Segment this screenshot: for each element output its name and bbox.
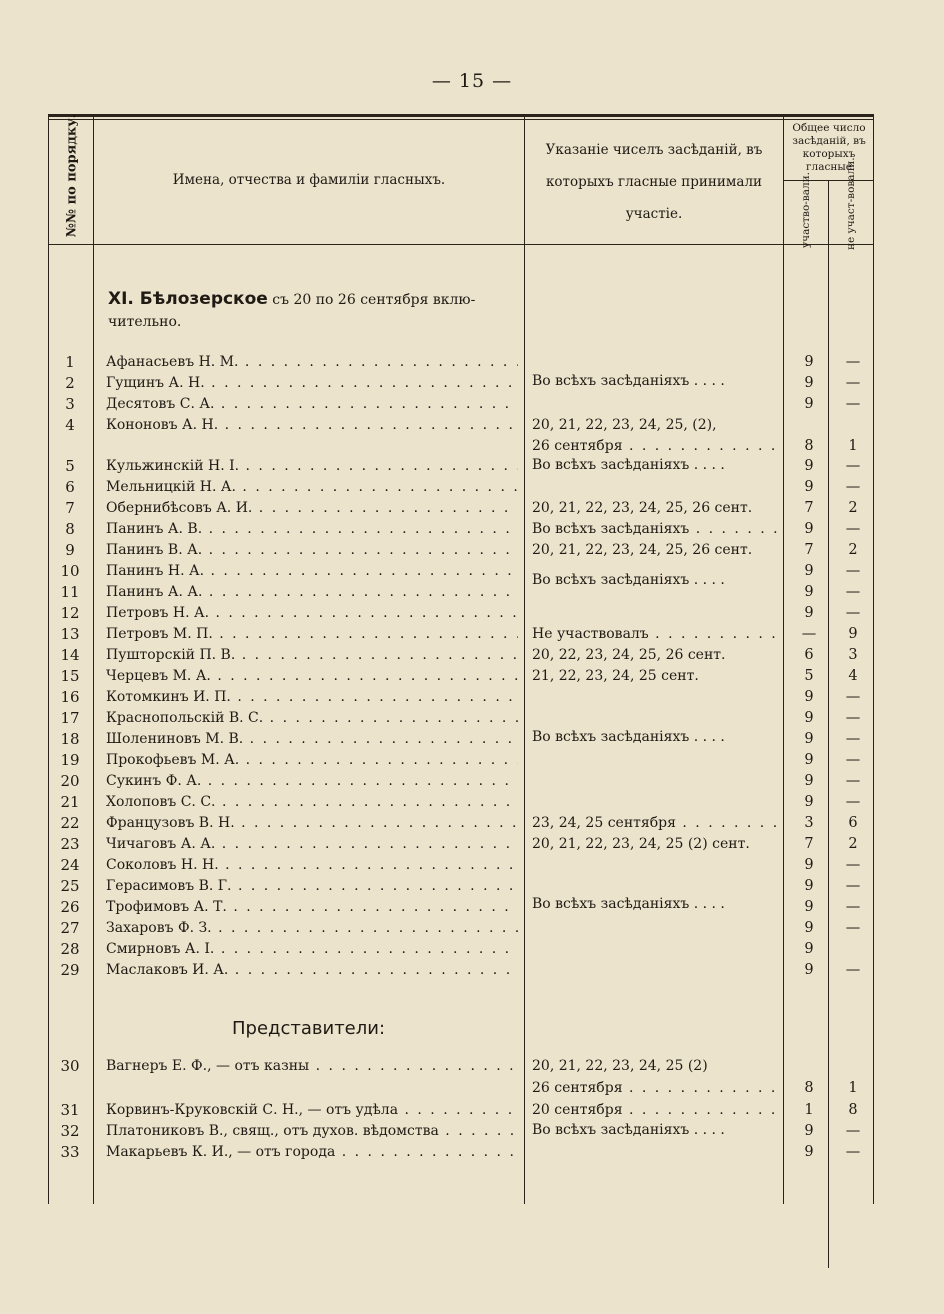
row-name: Французовъ В. Н. . . .	[106, 813, 518, 834]
row-present: 1	[804, 1102, 814, 1118]
row-number: 7	[65, 499, 75, 517]
row-name: Маслаковъ И. А. . . .	[106, 960, 518, 981]
row-absent: 4	[848, 668, 858, 684]
row-number: 4	[65, 416, 75, 434]
row-present: 9	[804, 458, 814, 474]
header-column-dates-1: Указаніе чиселъ засѣданій, въ	[545, 142, 763, 158]
row-name: Петровъ М. П. . . .	[106, 624, 518, 645]
row-absent: —	[845, 521, 861, 537]
row-absent: —	[845, 899, 861, 915]
row-name: Кононовъ А. Н. . . .	[106, 415, 518, 436]
row-dates: Не участвовалъ . . .	[532, 624, 780, 645]
brace-line	[524, 858, 525, 978]
row-absent: —	[845, 1123, 861, 1139]
row-name: Кульжинскій Н. I. . . .	[106, 456, 518, 477]
brace-line	[524, 564, 525, 621]
table-row	[0, 582, 944, 603]
brace-label: Во всѣхъ засѣданіяхъ . . . .	[532, 1122, 725, 1138]
brace-label: Во всѣхъ засѣданіяхъ . . . .	[532, 896, 725, 912]
row-absent: —	[845, 1144, 861, 1160]
subheader-rule	[783, 180, 873, 181]
row-present: 8	[804, 1080, 814, 1096]
table-row	[0, 855, 944, 876]
row-name: Сукинъ Ф. А. . . .	[106, 771, 518, 792]
row-present: —	[801, 626, 817, 642]
row-present: 7	[804, 836, 814, 852]
row-absent: —	[845, 794, 861, 810]
table-row	[0, 1100, 944, 1121]
table-row	[0, 750, 944, 771]
row-present: 9	[804, 752, 814, 768]
top-rule	[48, 114, 874, 117]
row-number: 5	[65, 457, 75, 475]
table-row	[0, 415, 944, 436]
row-name: Панинъ В. А. . . .	[106, 540, 518, 561]
row-number: 13	[60, 625, 80, 643]
row-number: 29	[60, 961, 80, 979]
row-number: 19	[60, 751, 80, 769]
table-row	[0, 813, 944, 834]
row-number: 20	[60, 772, 80, 790]
row-absent: —	[845, 563, 861, 579]
table-row	[0, 519, 944, 540]
row-dates: 26 сентября . . .	[532, 436, 780, 457]
table-row	[0, 960, 944, 981]
row-dates: 21, 22, 23, 24, 25 сент.	[532, 668, 699, 684]
row-absent: 3	[848, 647, 858, 663]
header-column-dates-2: которыхъ гласные принимали	[545, 174, 763, 190]
table-row	[0, 498, 944, 519]
row-absent: 2	[848, 500, 858, 516]
row-name: Панинъ А. А. . . .	[106, 582, 518, 603]
row-name: Захаровъ Ф. З. . . .	[106, 918, 518, 939]
row-dates: 20, 22, 23, 24, 25, 26 сент.	[532, 647, 726, 663]
row-absent: —	[845, 458, 861, 474]
row-present: 9	[804, 899, 814, 915]
row-dates: Во всѣхъ засѣданіяхъ . . .	[532, 519, 780, 540]
row-number: 9	[65, 541, 75, 559]
table-row	[0, 394, 944, 415]
row-name: Черцевъ М. А. . . .	[106, 666, 518, 687]
table-row	[0, 918, 944, 939]
row-absent: 2	[848, 836, 858, 852]
row-present: 9	[804, 375, 814, 391]
row-present: 9	[804, 941, 814, 957]
row-name: Мельницкій Н. А. . . .	[106, 477, 518, 498]
row-number: 23	[60, 835, 80, 853]
row-present: 9	[804, 563, 814, 579]
row-dates: 20, 21, 22, 23, 24, 25 (2)	[532, 1058, 708, 1074]
brace-label: Во всѣхъ засѣданіяхъ . . . .	[532, 457, 725, 473]
row-name: Соколовъ Н. Н. . . .	[106, 855, 518, 876]
section-title-line2: чительно.	[108, 314, 182, 330]
brace-line	[524, 459, 525, 495]
row-name: Петровъ Н. А. . . .	[106, 603, 518, 624]
table-row	[0, 561, 944, 582]
table-row	[0, 456, 944, 477]
header-column-name: Имена, отчества и фамиліи гласныхъ.	[172, 172, 446, 188]
row-absent: —	[845, 878, 861, 894]
row-name: Прокофьевъ М. А. . . .	[106, 750, 518, 771]
header-rule	[48, 244, 874, 245]
brace-label: Во всѣхъ засѣданіяхъ . . . .	[532, 373, 725, 389]
row-number: 10	[60, 562, 80, 580]
row-dates: 20, 21, 22, 23, 24, 25 (2) сент.	[532, 836, 750, 852]
row-present: 9	[804, 878, 814, 894]
row-present: 7	[804, 542, 814, 558]
row-name: Десятовъ С. А. . . .	[106, 394, 518, 415]
row-present: 9	[804, 521, 814, 537]
row-present: 9	[804, 354, 814, 370]
row-name: Панинъ А. В. . . .	[106, 519, 518, 540]
row-present: 7	[804, 500, 814, 516]
row-name: Обернибѣсовъ А. И. . . .	[106, 498, 518, 519]
row-number: 3	[65, 395, 75, 413]
table-row	[0, 603, 944, 624]
row-name: Панинъ Н. А. . . .	[106, 561, 518, 582]
row-number: 30	[60, 1057, 80, 1075]
row-name: Пушторскій П. В. . . .	[106, 645, 518, 666]
row-present: 9	[804, 773, 814, 789]
section-title-bold: XI. Бѣлозерское	[108, 289, 268, 309]
table-row	[0, 708, 944, 729]
row-name: Краснопольскій В. С. . . .	[106, 708, 518, 729]
table-row	[0, 373, 944, 394]
row-number: 2	[65, 374, 75, 392]
row-present: 9	[804, 605, 814, 621]
row-present: 9	[804, 479, 814, 495]
brace-label: Во всѣхъ засѣданіяхъ . . . .	[532, 572, 725, 588]
table-row	[0, 1142, 944, 1163]
table-row	[0, 352, 944, 373]
row-present: 3	[804, 815, 814, 831]
row-absent: 1	[848, 438, 858, 454]
row-number: 32	[60, 1122, 80, 1140]
row-number: 25	[60, 877, 80, 895]
row-name: Герасимовъ В. Г. . . .	[106, 876, 518, 897]
table-row	[0, 1078, 944, 1099]
row-number: 26	[60, 898, 80, 916]
table-row	[0, 687, 944, 708]
row-number: 12	[60, 604, 80, 622]
table-row	[0, 939, 944, 960]
row-present: 9	[804, 689, 814, 705]
header-column-dates-3: участіе.	[625, 206, 683, 222]
row-present: 9	[804, 857, 814, 873]
header-total-1: Общее число	[792, 122, 866, 134]
row-number: 11	[60, 583, 80, 601]
header-total-4: гласные	[806, 161, 852, 173]
row-name: Макарьевъ К. И., — отъ города . . .	[106, 1142, 518, 1163]
row-name: Вагнеръ Е. Ф., — отъ казны . . .	[106, 1056, 518, 1077]
row-number: 27	[60, 919, 80, 937]
row-number: 15	[60, 667, 80, 685]
row-number: 24	[60, 856, 80, 874]
table-row	[0, 540, 944, 561]
brace-line	[524, 1124, 525, 1160]
table-row	[0, 477, 944, 498]
row-name: Котомкинъ И. П. . . .	[106, 687, 518, 708]
table-row	[0, 792, 944, 813]
row-absent: —	[845, 752, 861, 768]
header-present: участво-вали.	[800, 171, 812, 249]
row-dates: 20, 21, 22, 23, 24, 25, 26 сент.	[532, 500, 753, 516]
row-absent: —	[845, 773, 861, 789]
row-number: 31	[60, 1101, 80, 1119]
row-absent: —	[845, 584, 861, 600]
row-present: 9	[804, 396, 814, 412]
row-present: 9	[804, 584, 814, 600]
row-absent: 9	[848, 626, 858, 642]
table-row	[0, 666, 944, 687]
row-present: 9	[804, 1144, 814, 1160]
row-present: 5	[804, 668, 814, 684]
row-number: 21	[60, 793, 80, 811]
section-title-rest: съ 20 по 26 сентября вклю-	[267, 292, 476, 308]
row-absent: —	[845, 857, 861, 873]
row-dates: 26 сентября . . .	[532, 1078, 780, 1099]
row-absent: —	[845, 920, 861, 936]
table-row	[0, 771, 944, 792]
row-number: 18	[60, 730, 80, 748]
row-present: 9	[804, 962, 814, 978]
row-absent: 8	[848, 1102, 858, 1118]
row-absent: —	[845, 710, 861, 726]
row-name: Шолениновъ М. В. . . .	[106, 729, 518, 750]
table-row	[0, 729, 944, 750]
row-absent: —	[845, 689, 861, 705]
row-absent: —	[845, 479, 861, 495]
row-present: 9	[804, 794, 814, 810]
header-absent: не участ-вовали.	[845, 157, 857, 250]
header-total-3: которыхъ	[802, 148, 856, 160]
row-absent: 6	[848, 815, 858, 831]
row-present: 9	[804, 731, 814, 747]
row-absent: —	[845, 605, 861, 621]
row-number: 1	[65, 353, 75, 371]
table-row	[0, 876, 944, 897]
header-column-number: №№ по порядку.	[64, 113, 80, 238]
row-dates: 20 сентября . . .	[532, 1100, 780, 1121]
table-row	[0, 1056, 944, 1077]
table-row	[0, 1121, 944, 1142]
row-name: Корвинъ-Круковскій С. Н., — отъ удѣла . . .	[106, 1100, 518, 1121]
row-present: 9	[804, 920, 814, 936]
row-number: 22	[60, 814, 80, 832]
row-dates: 20, 21, 22, 23, 24, 25, 26 сент.	[532, 542, 753, 558]
row-present: 9	[804, 710, 814, 726]
row-present: 6	[804, 647, 814, 663]
row-dates: 20, 21, 22, 23, 24, 25, (2),	[532, 417, 717, 433]
brace-line	[524, 355, 525, 412]
row-number: 14	[60, 646, 80, 664]
row-name: Гущинъ А. Н. . . .	[106, 373, 518, 394]
brace-line	[524, 690, 525, 810]
table-row	[0, 624, 944, 645]
row-absent: —	[845, 396, 861, 412]
row-dates: 23, 24, 25 сентября . . .	[532, 813, 780, 834]
row-absent: —	[845, 375, 861, 391]
table-row	[0, 645, 944, 666]
row-absent: —	[845, 354, 861, 370]
row-name: Афанасьевъ Н. М. . . .	[106, 352, 518, 373]
row-absent: —	[845, 731, 861, 747]
table-row	[0, 436, 944, 457]
row-absent: —	[845, 962, 861, 978]
row-absent: 2	[848, 542, 858, 558]
row-number: 8	[65, 520, 75, 538]
row-name: Платониковъ В., свящ., отъ духов. вѣдомства . . .	[106, 1121, 518, 1142]
row-name: Чичаговъ А. А. . . .	[106, 834, 518, 855]
brace-label: Во всѣхъ засѣданіяхъ . . . .	[532, 729, 725, 745]
row-name: Смирновъ А. I. . . .	[106, 939, 518, 960]
header-total-2: засѣданій, въ	[792, 135, 866, 147]
section-title	[108, 288, 518, 333]
row-present: 9	[804, 1123, 814, 1139]
row-absent: 1	[848, 1080, 858, 1096]
row-number: 33	[60, 1143, 80, 1161]
top-rule-thin	[48, 119, 874, 120]
row-number: 6	[65, 478, 75, 496]
table-row	[0, 897, 944, 918]
row-number: 17	[60, 709, 80, 727]
row-number: 16	[60, 688, 80, 706]
representatives-title: Представители:	[232, 1018, 386, 1039]
page-number: — 15 —	[431, 70, 513, 92]
row-name: Трофимовъ А. Т. . . .	[106, 897, 518, 918]
table-row	[0, 834, 944, 855]
row-number: 28	[60, 940, 80, 958]
row-name: Холоповъ С. С. . . .	[106, 792, 518, 813]
row-present: 8	[804, 438, 814, 454]
